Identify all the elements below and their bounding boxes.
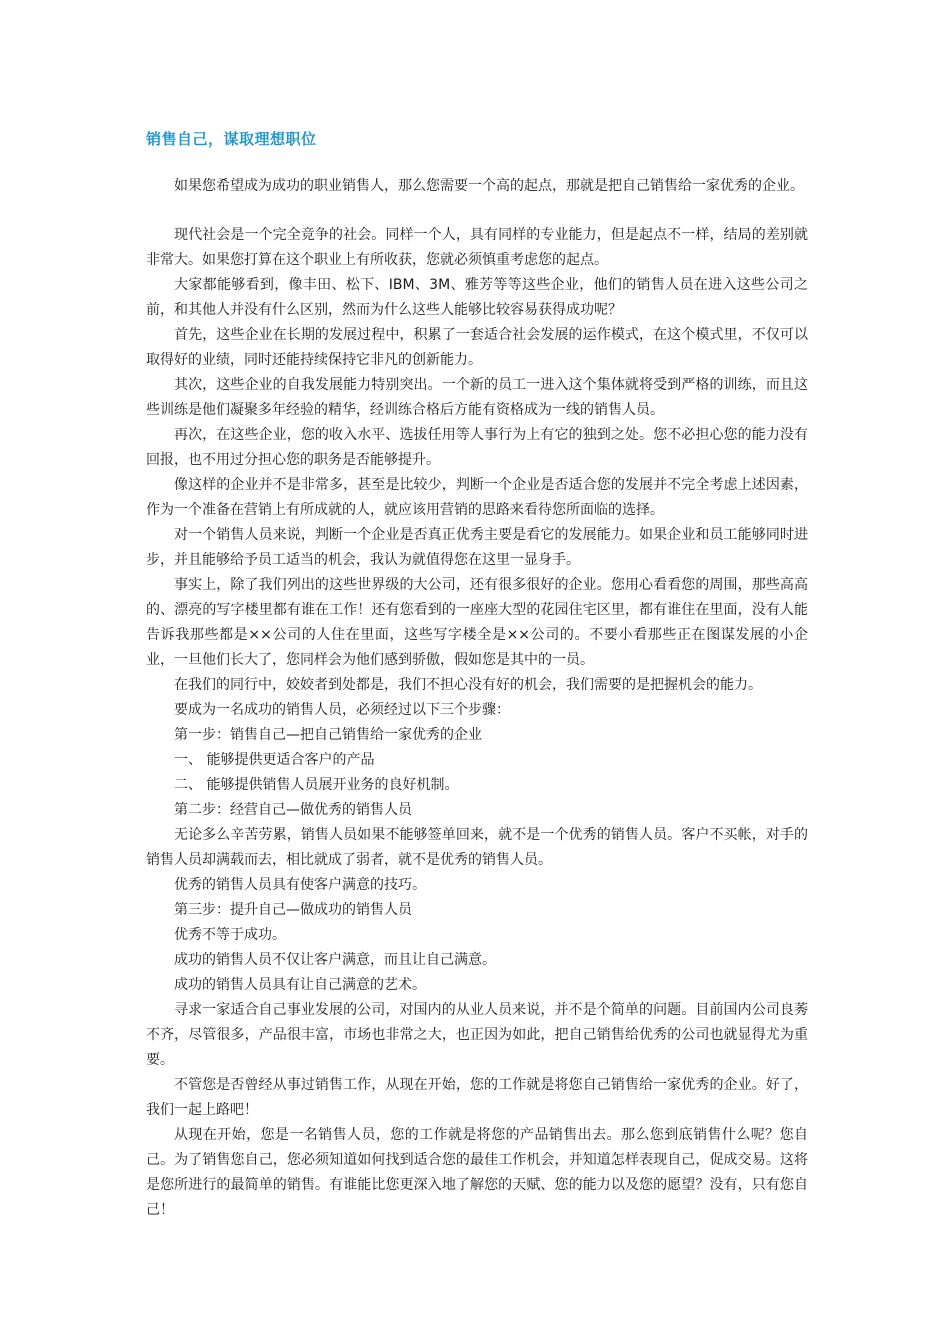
paragraph: 对一个销售人员来说，判断一个企业是否真正优秀主要是看它的发展能力。如果企业和员工能够同时进步，并且能够给予员工适当的机会，我认为就值得您在这里一显身手。 xyxy=(146,527,808,568)
paragraph: 如果您希望成为成功的职业销售人，那么您需要一个高的起点，那就是把自己销售给一家优秀的企业。 xyxy=(174,178,804,194)
paragraph: 从现在开始，您是一名销售人员，您的工作就是将您的产品销售出去。那么您到底销售什么呢？您自己。为了销售您自己，您必须知道如何找到适合您的最佳工作机会，并知道怎样表现自己，促成交易。这将是您所进行的最简单的销售。有谁能比您更深入地了解您的天赋、您的能力以及您的愿望？没有，只有您自己！ xyxy=(146,1127,808,1218)
paragraph: 大家都能够看到，像丰田、松下、IBM、3M、雅芳等等这些企业，他们的销售人员在进入这些公司之前，和其他人并没有什么区别，然而为什么这些人能够比较容易获得成功呢？ xyxy=(146,277,808,318)
paragraph: 优秀不等于成功。 xyxy=(174,927,286,943)
paragraph: 事实上，除了我们列出的这些世界级的大公司，还有很多很好的企业。您用心看看您的周围，那些高高的、漂亮的写字楼里都有谁在工作！还有您看到的一座座大型的花园住宅区里，都有谁住在里面，没有人能告诉我那些都是××公司的人住在里面，这些写字楼全是××公司的。不要小看那些正在图谋发展的小企业，一旦他们长大了，您同样会为他们感到骄傲，假如您是其中的一员。 xyxy=(146,577,808,668)
paragraph: 优秀的销售人员具有使客户满意的技巧。 xyxy=(174,877,426,893)
paragraph: 寻求一家适合自己事业发展的公司，对国内的从业人员来说，并不是个简单的问题。目前国内公司良莠不齐，尽管很多，产品很丰富，市场也非常之大，也正因为如此，把自己销售给优秀的公司也就显得尤为重要。 xyxy=(146,1002,808,1068)
paragraph: 要成为一名成功的销售人员，必须经过以下三个步骤： xyxy=(174,702,510,718)
list-item: 二、 能够提供销售人员展开业务的良好机制。 xyxy=(174,777,459,793)
paragraph: 再次，在这些企业，您的收入水平、选拔任用等人事行为上有它的独到之处。您不必担心您的能力没有回报，也不用过分担心您的职务是否能够提升。 xyxy=(146,427,808,468)
paragraph: 不管您是否曾经从事过销售工作，从现在开始，您的工作就是将您自己销售给一家优秀的企业。好了，我们一起上路吧！ xyxy=(146,1077,808,1118)
paragraph: 像这样的企业并不是非常多，甚至是比较少，判断一个企业是否适合您的发展并不完全考虑上述因素，作为一个准备在营销上有所成就的人，就应该用营销的思路来看待您所面临的选择。 xyxy=(146,477,808,518)
paragraph: 成功的销售人员不仅让客户满意，而且让自己满意。 xyxy=(174,952,496,968)
step-heading: 第一步：销售自己—把自己销售给一家优秀的企业 xyxy=(174,727,482,743)
paragraph: 其次，这些企业的自我发展能力特别突出。一个新的员工一进入这个集体就将受到严格的训练，而且这些训练是他们凝聚多年经验的精华，经训练合格后方能有资格成为一线的销售人员。 xyxy=(146,377,808,418)
list-item: 一、 能够提供更适合客户的产品 xyxy=(174,752,375,768)
paragraph: 首先，这些企业在长期的发展过程中，积累了一套适合社会发展的运作模式，在这个模式里，不仅可以取得好的业绩，同时还能持续保持它非凡的创新能力。 xyxy=(146,327,808,368)
step-heading: 第三步：提升自己—做成功的销售人员 xyxy=(174,902,412,918)
step-heading: 第二步：经营自己—做优秀的销售人员 xyxy=(174,802,412,818)
paragraph: 在我们的同行中，姣姣者到处都是，我们不担心没有好的机会，我们需要的是把握机会的能力。 xyxy=(174,677,762,693)
document-title: 销售自己，谋取理想职位 xyxy=(146,130,317,148)
document-body xyxy=(146,174,808,1223)
paragraph: 现代社会是一个完全竞争的社会。同样一个人，具有同样的专业能力，但是起点不一样，结局的差别就非常大。如果您打算在这个职业上有所收获，您就必须慎重考虑您的起点。 xyxy=(146,227,808,268)
paragraph: 无论多么辛苦劳累，销售人员如果不能够签单回来，就不是一个优秀的销售人员。客户不买帐，对手的销售人员却满载而去，相比就成了弱者，就不是优秀的销售人员。 xyxy=(146,827,808,868)
paragraph: 成功的销售人员具有让自己满意的艺术。 xyxy=(174,977,426,993)
